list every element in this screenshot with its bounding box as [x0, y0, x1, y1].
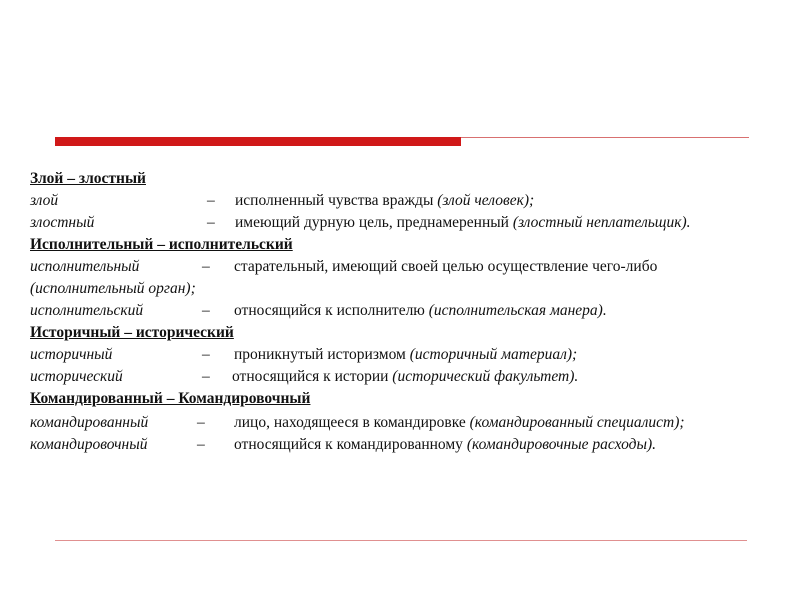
heading-text: Командированный – Командировочный	[30, 390, 311, 407]
definition-text: проникнутый историзмом	[234, 346, 410, 363]
title-bar-thick	[55, 137, 461, 146]
definition-row	[30, 434, 795, 456]
example: (злостный неплательщик).	[512, 214, 691, 231]
section-heading	[30, 322, 795, 344]
definition	[235, 190, 534, 212]
definition	[234, 434, 656, 456]
definition-text: лицо, находящееся в командировке	[234, 414, 470, 431]
term: злой	[30, 192, 59, 209]
definition-row-continuation	[30, 278, 795, 300]
heading-text: Историчный – исторический	[30, 324, 234, 341]
example: (командировочные расходы).	[466, 436, 657, 453]
definition	[232, 366, 578, 388]
definition-row	[30, 300, 795, 322]
bottom-divider	[55, 540, 747, 541]
heading-text: Злой – злостный	[30, 170, 146, 187]
dash: –	[202, 302, 210, 319]
definition-row	[30, 256, 795, 278]
definition-text: старательный, имеющий своей целью осуществление чего-либо	[234, 258, 658, 275]
term: исполнительный	[30, 258, 140, 275]
slide-content	[30, 168, 795, 456]
section-heading	[30, 168, 795, 190]
definition	[234, 256, 657, 278]
definition-row	[30, 412, 795, 434]
term: злостный	[30, 214, 95, 231]
example: (злой человек);	[437, 192, 535, 209]
title-bar-thin	[461, 137, 749, 138]
definition-text: относящийся к командированному	[234, 436, 467, 453]
term: историчный	[30, 346, 113, 363]
definition-row	[30, 212, 795, 234]
definition	[234, 412, 685, 434]
definition	[234, 300, 607, 322]
example: (исторический факультет).	[392, 368, 579, 385]
section-heading	[30, 388, 795, 410]
dash: –	[202, 368, 210, 385]
example: (командированный специалист);	[469, 414, 685, 431]
definition	[235, 212, 691, 234]
definition-text: относящийся к истории	[232, 368, 393, 385]
dash: –	[207, 214, 215, 231]
definition-text: относящийся к исполнителю	[234, 302, 429, 319]
dash: –	[197, 436, 205, 453]
definition-row	[30, 190, 795, 212]
example: (историчный материал);	[409, 346, 578, 363]
definition	[234, 344, 577, 366]
term: командировочный	[30, 436, 148, 453]
term: исторический	[30, 368, 123, 385]
dash: –	[202, 258, 210, 275]
definition-row	[30, 344, 795, 366]
section-heading	[30, 234, 795, 256]
example: (исполнительный орган);	[30, 280, 196, 297]
term: командированный	[30, 414, 149, 431]
definition-text: имеющий дурную цель, преднамеренный	[235, 214, 513, 231]
heading-text: Исполнительный – исполнительский	[30, 236, 293, 253]
term: исполнительский	[30, 302, 144, 319]
example: (исполнительская манера).	[428, 302, 607, 319]
dash: –	[197, 414, 205, 431]
dash: –	[202, 346, 210, 363]
dash: –	[207, 192, 215, 209]
definition-row	[30, 366, 795, 388]
definition-text: исполненный чувства вражды	[235, 192, 438, 209]
